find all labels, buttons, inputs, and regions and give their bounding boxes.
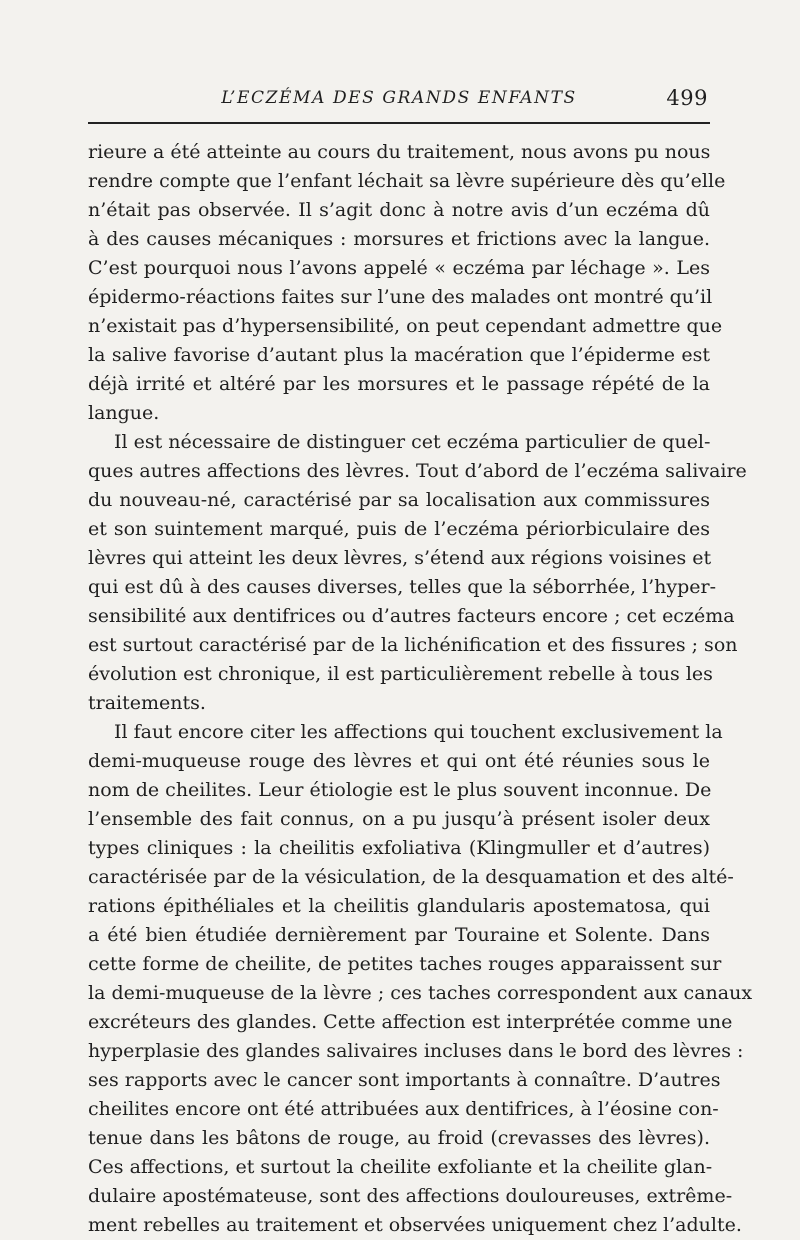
text-line: rendre compte que l’enfant léchait sa lèvre supérieure dès qu’elle xyxy=(88,170,726,192)
page-number: 499 xyxy=(666,86,708,110)
text-line: cheilites encore ont été attribuées aux dentifrices, à l’éosine con- xyxy=(88,1098,719,1120)
text-line: déjà irrité et altéré par les morsures et le passage répété de la xyxy=(88,373,710,395)
text-line: la salive favorise d’autant plus la macération que l’épiderme est xyxy=(88,344,710,366)
text-line: hyperplasie des glandes salivaires incluses dans le bord des lèvres : xyxy=(88,1040,744,1062)
text-line: lèvres qui atteint les deux lèvres, s’étend aux régions voisines et xyxy=(88,547,712,569)
text-line: épidermo-réactions faites sur l’une des malades ont montré qu’il xyxy=(88,286,713,308)
text-line: Il faut encore citer les affections qui touchent exclusivement la xyxy=(114,721,723,743)
text-line: évolution est chronique, il est particulièrement rebelle à tous les xyxy=(88,663,713,685)
text-line: rieure a été atteinte au cours du traitement, nous avons pu nous xyxy=(88,141,711,163)
text-line: C’est pourquoi nous l’avons appelé « eczéma par léchage ». Les xyxy=(88,257,710,279)
body-text xyxy=(88,138,753,1240)
text-line: du nouveau-né, caractérisé par sa localisation aux commissures xyxy=(88,489,710,511)
page-header xyxy=(88,88,710,122)
text-line: sensibilité aux dentifrices ou d’autres facteurs encore ; cet eczéma xyxy=(88,605,735,627)
text-line: Ces affections, et surtout la cheilite exfoliante et la cheilite glan- xyxy=(88,1156,713,1178)
text-line: n’était pas observée. Il s’agit donc à notre avis d’un eczéma dû xyxy=(88,199,710,221)
text-line: ques autres affections des lèvres. Tout d’abord de l’eczéma salivaire xyxy=(88,460,747,482)
text-line: langue. xyxy=(88,402,160,424)
text-line: dulaire apostémateuse, sont des affections douloureuses, extrême- xyxy=(88,1185,733,1207)
text-line: qui est dû à des causes diverses, telles que la séborrhée, l’hyper- xyxy=(88,576,717,598)
text-line: est surtout caractérisé par de la lichénification et des fissures ; son xyxy=(88,634,738,656)
text-line: demi-muqueuse rouge des lèvres et qui ont été réunies sous le xyxy=(88,750,710,772)
header-rule xyxy=(88,122,710,124)
text-line: l’ensemble des fait connus, on a pu jusqu’à présent isoler deux xyxy=(88,808,710,830)
text-line: et son suintement marqué, puis de l’eczéma périorbiculaire des xyxy=(88,518,710,540)
text-line: Il est nécessaire de distinguer cet eczéma particulier de quel- xyxy=(114,431,711,453)
running-title: L’ECZÉMA DES GRANDS ENFANTS xyxy=(221,88,577,108)
text-line: nom de cheilites. Leur étiologie est le plus souvent inconnue. De xyxy=(88,779,712,801)
text-line: la demi-muqueuse de la lèvre ; ces taches correspondent aux canaux xyxy=(88,982,753,1004)
text-line: cette forme de cheilite, de petites taches rouges apparaissent sur xyxy=(88,953,722,975)
text-line: types cliniques : la cheilitis exfoliativa (Klingmuller et d’autres) xyxy=(88,837,710,859)
text-line: traitements. xyxy=(88,692,206,714)
text-line: a été bien étudiée dernièrement par Touraine et Solente. Dans xyxy=(88,924,710,946)
text-line: excréteurs des glandes. Cette affection est interprétée comme une xyxy=(88,1011,733,1033)
text-line: ses rapports avec le cancer sont importants à connaître. D’autres xyxy=(88,1069,721,1091)
text-line: ment rebelles au traitement et observées uniquement chez l’adulte. xyxy=(88,1214,742,1236)
text-line: caractérisée par de la vésiculation, de la desquamation et des alté- xyxy=(88,866,734,888)
text-line: tenue dans les bâtons de rouge, au froid (crevasses des lèvres). xyxy=(88,1127,710,1149)
text-line: à des causes mécaniques : morsures et frictions avec la langue. xyxy=(88,228,710,250)
text-line: n’existait pas d’hypersensibilité, on peut cependant admettre que xyxy=(88,315,723,337)
text-line: rations épithéliales et la cheilitis glandularis apostematosa, qui xyxy=(88,895,710,917)
